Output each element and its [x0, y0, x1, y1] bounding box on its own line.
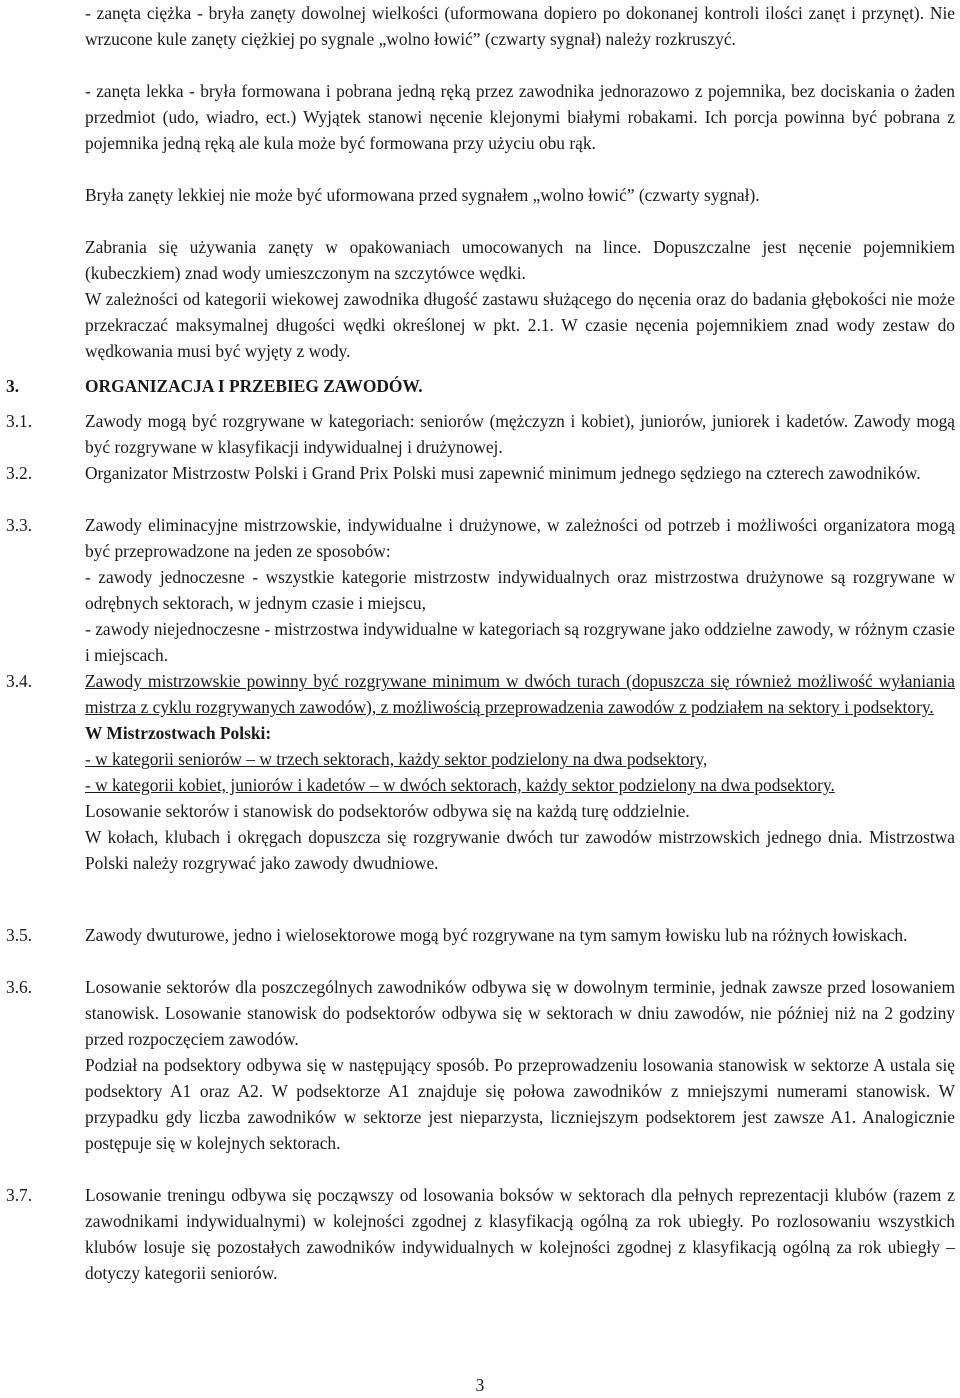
women-juniors-sectors: - w kategorii kobiet, juniorów i kadetów – w dwóch sektorach, każdy sektor podzielony na dwa podsektory.	[85, 775, 835, 795]
item-text: Zawody mogą być rozgrywane w kategoriach: seniorów (mężczyzn i kobiet), juniorów, juniorek i kadetów. Zawody mogą być rozgrywane w klasyfikacji indywidualnej i drużynowej.	[85, 411, 955, 457]
intro-rod-length	[85, 286, 955, 364]
page-number: 3	[475, 1375, 485, 1395]
section-title: ORGANIZACJA I PRZEBIEG ZAWODÓW.	[85, 376, 423, 396]
paragraph: Bryła zanęty lekkiej nie może być uformowana przed sygnałem „wolno łowić” (czwarty sygnał).	[85, 185, 760, 205]
championship-heading: W Mistrzostwach Polski:	[85, 723, 272, 743]
intro-heavy-bait	[85, 0, 955, 52]
item-number: 3.6.	[6, 977, 33, 997]
draw-info: Losowanie sektorów i stanowisk do podsektorów odbywa się na każdą turę oddzielnie.	[85, 801, 690, 821]
intro-light-bait-timing	[85, 182, 955, 208]
item-number: 3.4.	[6, 671, 33, 691]
paragraph: W zależności od kategorii wiekowej zawodnika długość zastawu służącego do nęcenia oraz do badania głębokości nie może przekraczać maksymalnej długości wędki określonej w pkt. 2.1. W czasie nęcenia pojemnikiem znad wody zestaw do wędkowania musi być wyjęty z wody.	[85, 289, 955, 361]
item-text: Losowanie treningu odbywa się począwszy od losowania boksów w sektorach dla pełnych reprezentacji klubów (razem z zawodnikami indywidualnymi) w kolejności zgodnej z klasyfikacją ogólną za rok ubiegły. Po rozlosowaniu wszystkich klubów losuje się pozostałych zawodników indywidualnych w kolejności zgodnej z klasyfikacją ogólną za rok ubiegły – dotyczy kategorii seniorów.	[85, 1185, 955, 1283]
intro-light-bait	[85, 78, 955, 156]
paragraph: - zanęta lekka - bryła formowana i pobrana jedną ręką przez zawodnika jednorazowo z pojemnika, bez dociskania o żaden przedmiot (udo, wiadro, ect.) Wyjątek stanowi nęcenie klejonymi białymi robakami. Ich porcja powinna być pobrana z pojemnika jedną ręką ale kula może być formowana przy użyciu obu rąk.	[85, 81, 955, 153]
item-number: 3.7.	[6, 1185, 33, 1205]
item-text: Organizator Mistrzostw Polski i Grand Prix Polski musi zapewnić minimum jednego sędziego na czterech zawodników.	[85, 463, 921, 483]
section-number: 3.	[6, 376, 20, 396]
clubs-info: W kołach, klubach i okręgach dopuszcza się rozgrywanie dwóch tur zawodów mistrzowskich jednego dnia. Mistrzostwa Polski należy rozgrywać jako zawody dwudniowe.	[85, 827, 955, 873]
item-text: Zawody mistrzowskie powinny być rozgrywane minimum w dwóch turach (dopuszcza się również możliwość wyłaniania mistrza z cyklu rozgrywanych zawodów), z możliwością przeprowadzenia zawodów z podziałem na sektory i podsektory.	[85, 671, 955, 717]
item-number: 3.1.	[6, 411, 33, 431]
paragraph: Zabrania się używania zanęty w opakowaniach umocowanych na lince. Dopuszczalne jest nęcenie pojemnikiem (kubeczkiem) znad wody umieszczonym na szczytówce wędki.	[85, 237, 955, 283]
paragraph: - zanęta ciężka - bryła zanęty dowolnej wielkości (uformowana dopiero po dokonanej kontroli ilości zanęt i przynęt). Nie wrzucone kule zanęty ciężkiej po sygnale „wolno łowić” (czwarty sygnał) należy rozkruszyć.	[85, 3, 955, 49]
item-option-simultaneous: - zawody jednoczesne - wszystkie kategorie mistrzostw indywidualnych oraz mistrzostwa drużynowe są rozgrywane w odrębnych sektorach, w jednym czasie i miejscu,	[85, 567, 955, 613]
item-number: 3.3.	[6, 515, 33, 535]
item-text: Zawody dwuturowe, jedno i wielosektorowe mogą być rozgrywane na tym samym łowisku lub na różnych łowiskach.	[85, 925, 908, 945]
seniors-sectors: - w kategorii seniorów – w trzech sektorach, każdy sektor podzielony na dwa podsektory,	[85, 749, 708, 769]
subsector-division: Podział na podsektory odbywa się w następujący sposób. Po przeprowadzeniu losowania stanowisk w sektorze A ustala się podsektory A1 oraz A2. W podsektorze A1 znajduje się połowa zawodników z mniejszymi numerami stanowisk. W przypadku gdy liczba zawodników w sektorze jest nieparzysta, liczniejszym podsektorem jest zawsze A1. Analogicznie postępuje się w kolejnych sektorach.	[85, 1055, 955, 1153]
item-text: Zawody eliminacyjne mistrzowskie, indywidualne i drużynowe, w zależności od potrzeb i możliwości organizatora mogą być przeprowadzone na jeden ze sposobów:	[85, 515, 955, 561]
item-number: 3.5.	[6, 925, 33, 945]
intro-packaging-ban	[85, 234, 955, 286]
item-option-non-simultaneous: - zawody niejednoczesne - mistrzostwa indywidualne w kategoriach są rozgrywane jako oddzielne zawody, w różnym czasie i miejscach.	[85, 619, 955, 665]
item-text: Losowanie sektorów dla poszczególnych zawodników odbywa się w dowolnym terminie, jednak zawsze przed losowaniem stanowisk. Losowanie stanowisk do podsektorów odbywa się w sektorach w dniu zawodów, nie później niż na 2 godziny przed rozpoczęciem zawodów.	[85, 977, 955, 1049]
item-number: 3.2.	[6, 463, 33, 483]
